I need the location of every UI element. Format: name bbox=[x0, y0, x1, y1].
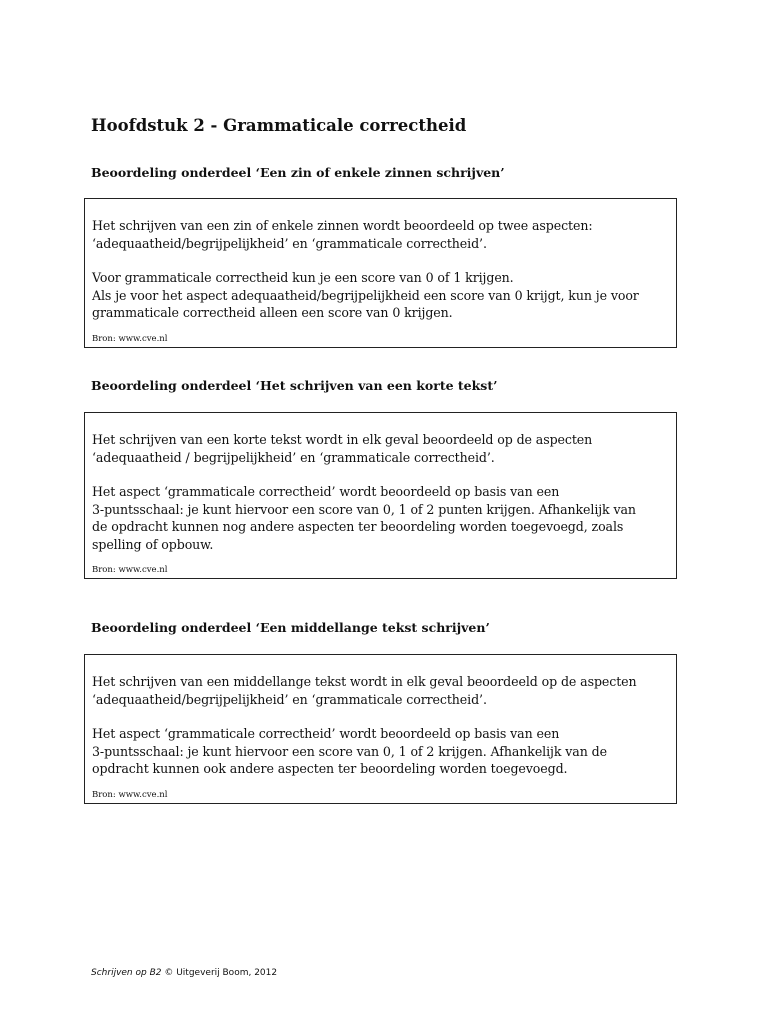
text-line: ‘adequaatheid/begrijpelijkheid’ en ‘grammaticale correctheid’. bbox=[92, 691, 487, 707]
section-heading: Beoordeling onderdeel ‘Een zin of enkele zinnen schrijven’ bbox=[91, 165, 505, 180]
text-line: Als je voor het aspect adequaatheid/begrijpelijkheid een score van 0 krijgt, kun je voor bbox=[92, 287, 639, 303]
section-heading: Beoordeling onderdeel ‘Een middellange tekst schrijven’ bbox=[91, 620, 490, 635]
footer-copyright: © Uitgeverij Boom, 2012 bbox=[164, 968, 278, 978]
info-box bbox=[84, 198, 677, 348]
text-line: opdracht kunnen ook andere aspecten ter beoordeling worden toegevoegd. bbox=[92, 761, 568, 776]
text-line: Het aspect ‘grammaticale correctheid’ wordt beoordeeld op basis van een bbox=[92, 726, 560, 741]
paragraph bbox=[92, 725, 670, 778]
info-box bbox=[84, 412, 677, 579]
text-line: spelling of opbouw. bbox=[92, 536, 214, 552]
page-title: Hoofdstuk 2 - Grammaticale correctheid bbox=[91, 116, 467, 135]
section-heading: Beoordeling onderdeel ‘Het schrijven van een korte tekst’ bbox=[91, 378, 498, 393]
text-line: 3-puntsschaal: je kunt hiervoor een score van 0, 1 of 2 krijgen. Afhankelijk van de bbox=[92, 743, 607, 759]
source-note: Bron: www.cve.nl bbox=[92, 334, 168, 344]
info-box-text bbox=[92, 431, 670, 553]
source-note: Bron: www.cve.nl bbox=[92, 565, 168, 575]
text-line: ‘adequaatheid / begrijpelijkheid’ en ‘grammaticale correctheid’. bbox=[92, 449, 495, 465]
paragraph bbox=[92, 269, 670, 322]
footer-book-title: Schrijven op B2 bbox=[91, 968, 162, 978]
text-line: Voor grammaticale correctheid kun je een score van 0 of 1 krijgen. bbox=[92, 270, 514, 285]
text-line: grammaticale correctheid alleen een score van 0 krijgen. bbox=[92, 305, 453, 320]
text-line: Het schrijven van een zin of enkele zinnen wordt beoordeeld op twee aspecten: bbox=[92, 218, 593, 233]
source-note: Bron: www.cve.nl bbox=[92, 790, 168, 800]
text-line: Het schrijven van een middellange tekst wordt in elk geval beoordeeld op de aspecten bbox=[92, 674, 637, 689]
text-line: de opdracht kunnen nog andere aspecten ter beoordeling worden toegevoegd, zoals bbox=[92, 519, 624, 534]
text-line: 3-puntsschaal: je kunt hiervoor een score van 0, 1 of 2 punten krijgen. Afhankelijk van bbox=[92, 501, 636, 517]
text-line: Het aspect ‘grammaticale correctheid’ wordt beoordeeld op basis van een bbox=[92, 484, 560, 499]
info-box bbox=[84, 654, 677, 804]
paragraph bbox=[92, 673, 670, 708]
page-footer bbox=[91, 967, 277, 979]
info-box-text bbox=[92, 673, 670, 778]
text-line: Het schrijven van een korte tekst wordt in elk geval beoordeeld op de aspecten bbox=[92, 432, 593, 447]
paragraph bbox=[92, 217, 670, 252]
info-box-text bbox=[92, 217, 670, 322]
text-line: ‘adequaatheid/begrijpelijkheid’ en ‘grammaticale correctheid’. bbox=[92, 235, 487, 251]
paragraph bbox=[92, 431, 670, 466]
paragraph bbox=[92, 483, 670, 553]
